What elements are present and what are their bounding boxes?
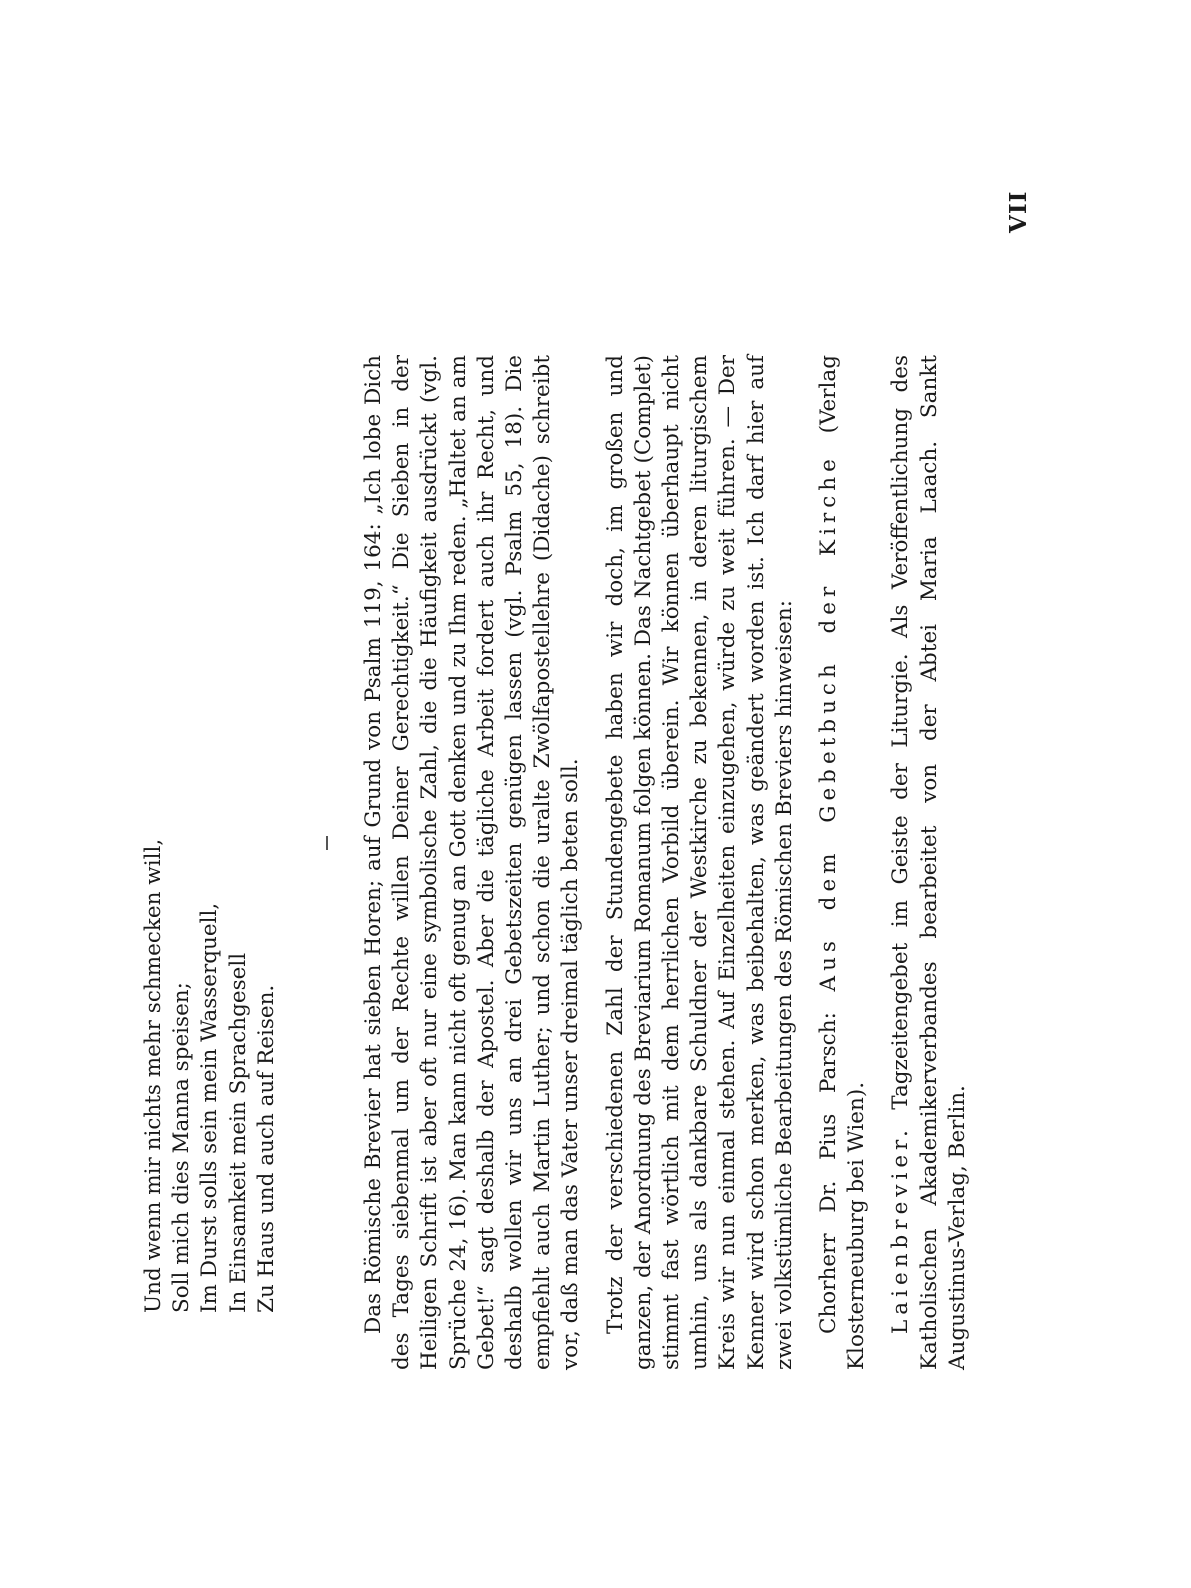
reference-description: Tagzeitengebet im Geiste der Liturgie. Als Veröffentlichung des Katholischen Akademikerverbandes bearbeitet von der Abtei Maria Laach. Sankt Augustinus-Verlag, Berlin. <box>888 355 970 1370</box>
paragraph-brevier-hours: Das Römische Brevier hat sieben Horen; auf Grund von Psalm 119, 164: „Ich lobe Dich des Tages siebenmal um der Rechte willen Deiner Gerechtigkeit.“ Die Sieben in der Heiligen Schrift ist aber oft nur eine symbolische Zahl, die die Häufigkeit ausdrückt (vgl. Sprüche 24, 16). Man kann nicht oft genug an Gott denken und zu Ihm reden. „Haltet an am Gebet!“ sagt deshalb der Apostel. Aber die tägliche Arbeit fordert auch ihr Recht, und deshalb wollen wir uns an drei Gebetszeiten genügen lassen (vgl. Psalm 55, 18). Die empfiehlt auch Martin Luther; und schon die uralte Zwölfapostellehre (Didache) schreibt vor, daß man das Vater unser dreimal täglich beten soll. <box>361 355 584 1370</box>
poem-line: Soll mich dies Manna speisen; <box>169 982 195 1313</box>
reference-title: Aus dem Gebetbuch der Kirche <box>816 454 842 992</box>
paragraph-reference-laienbrevier <box>887 355 972 1370</box>
paragraph-reference-parsch <box>815 355 871 1370</box>
section-divider <box>326 836 328 850</box>
poem-line: Zu Haus und auch auf Reisen. <box>253 984 279 1313</box>
reference-publisher: (Verlag Klosterneuburg bei Wien). <box>816 354 870 1370</box>
reference-author: Chorherr Dr. Pius Parsch: <box>816 991 842 1334</box>
reference-title: Laienbrevier. <box>888 1125 914 1334</box>
poem-stanza <box>140 673 281 1313</box>
poem-line: Im Durst solls sein mein Wasserquell, <box>197 902 223 1313</box>
poem-line: Und wenn mir nichts mehr schmecken will, <box>141 838 166 1313</box>
page-number: VII <box>1005 190 1032 233</box>
body-text <box>360 355 988 1370</box>
poem-line: In Einsamkeit mein Sprachgesell <box>225 952 251 1313</box>
paragraph-hours-arrangement: Trotz der verschiedenen Zahl der Stundengebete haben wir doch, im großen und ganzen, der Anordnung des Breviarium Romanum folgen können. Das Nachtgebet (Complet) stimmt fast wörtlich mit dem herrlichen Vorbild überein. Wir können überhaupt nicht umhin, uns als dankbare Schuldner der Westkirche zu bekennen, in deren liturgischem Kreis wir nun einmal stehen. Auf Einzelheiten einzugehen, würde zu weit führen. — Der Kenner wird schon merken, was beibehalten, was geändert worden ist. Ich darf hier auf zwei volkstümliche Bearbeitungen des Römischen Breviers hinweisen: <box>602 355 797 1370</box>
